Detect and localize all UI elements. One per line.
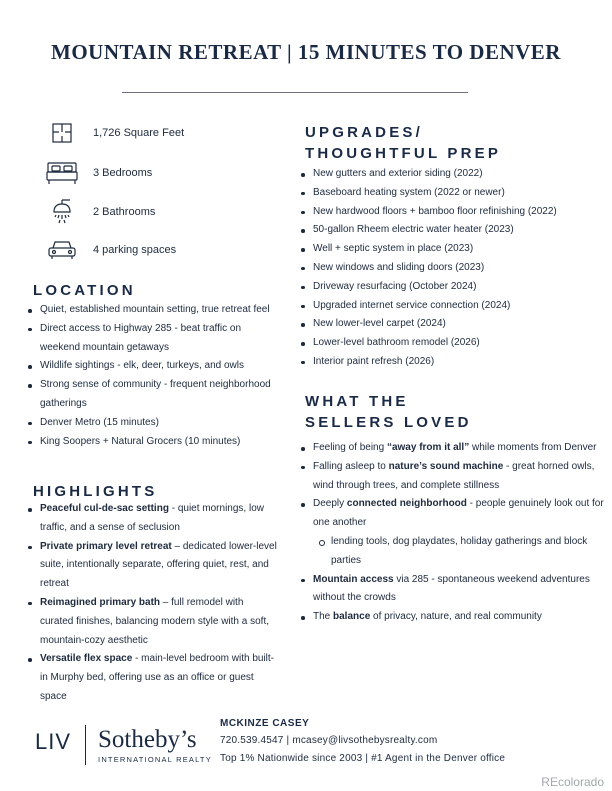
list-item [301,571,606,609]
upgrades-heading [305,122,501,164]
item-emphasis: “away from it all” [386,442,470,453]
sellers-heading-line1: WHAT THE [305,393,409,410]
upgrades-list [301,165,601,372]
highlight-title: Peaceful cul-de-sac setting [40,503,169,514]
sellers-list [301,439,606,627]
agent-tagline: Top 1% Nationwide since 2003 | #1 Agent in the Denver office [220,753,506,764]
list-item: Interior paint refresh (2026) [301,353,601,372]
list-item: New hardwood floors + bamboo floor refinishing (2022) [301,203,601,222]
upgrades-heading-line2: THOUGHTFUL PREP [305,145,502,162]
list-item [301,495,606,533]
highlight-title: Versatile flex space [40,653,133,665]
list-item: Baseboard heating system (2022 or newer) [301,184,601,203]
upgrades-heading-line1: UPGRADES/ [305,124,423,141]
spec-label: 2 Bathrooms [93,206,156,218]
list-item: King Soopers + Natural Grocers (10 minutes) [28,433,273,452]
spec-label: 1,726 Square Feet [93,127,185,139]
car-icon [40,235,84,265]
list-item: Quiet, established mountain setting, true retreat feel [28,301,273,320]
list-item: New windows and sliding doors (2023) [301,259,601,278]
list-item: Driveway resurfacing (October 2024) [301,278,601,297]
list-item: New gutters and exterior siding (2022) [301,165,601,184]
item-text: Feeling of being [313,442,387,453]
list-item [301,439,606,458]
list-item: Lower-level bathroom remodel (2026) [301,334,601,353]
brokerage-logo [35,720,212,770]
spec-bathrooms [40,197,156,227]
list-item [28,594,278,650]
highlight-text: – dedicated lower-level suite, intentionally separate, offering quiet, rest, and retreat [40,540,277,590]
list-item: Strong sense of community - frequent neighborhood gatherings [28,376,273,414]
item-emphasis: balance [333,611,371,623]
highlight-text: - main-level bedroom with built-in Murphy bed, offering use as an office or guest space [40,653,275,702]
list-item: Well + septic system in place (2023) [301,240,601,259]
item-text: The [313,611,334,623]
list-item [28,650,278,706]
spec-label: 4 parking spaces [93,244,177,256]
floorplan-icon [40,118,84,148]
agent-contact: 720.539.4547 | mcasey@livsothebysrealty.com [220,735,438,746]
spec-label: 3 Bedrooms [93,167,153,179]
item-emphasis: Mountain access [313,573,394,585]
location-heading: LOCATION [33,282,136,299]
list-item [28,538,278,594]
spec-bedrooms [40,158,153,188]
sub-list-item: lending tools, dog playdates, holiday gatherings and block parties [301,533,606,571]
item-emphasis: nature’s sound machine [388,460,504,472]
highlights-list [28,500,278,707]
agent-name: MCKINZE CASEY [220,718,310,729]
agent-info [220,716,505,768]
spec-parking [40,235,177,265]
highlights-heading: HIGHLIGHTS [33,483,158,500]
logo-sothebys-sub: INTERNATIONAL REALTY [98,754,212,764]
list-item [28,500,278,538]
sellers-heading [305,391,472,433]
list-item: New lower-level carpet (2024) [301,315,601,334]
list-item: Upgraded internet service connection (2024) [301,297,601,316]
logo-divider [85,725,86,765]
list-item: Wildlife sightings - elk, deer, turkeys, and owls [28,357,273,376]
logo-sothebys-name: Sotheby’s [98,725,197,753]
item-text: - people genuinely look out for one another [313,498,604,529]
highlight-text: – full remodel with curated finishes, balancing modern style with a soft, mountain-cozy aesthetic [40,596,270,646]
list-item: Direct access to Highway 285 - beat traffic on weekend mountain getaways [28,320,273,358]
spec-square-feet [40,118,185,148]
highlight-title: Private primary level retreat [40,540,172,552]
list-item: Denver Metro (15 minutes) [28,414,273,433]
logo-liv: LIV [35,729,72,754]
item-text: of privacy, nature, and real community [370,611,542,623]
list-item [301,608,606,627]
logo-sothebys [98,727,212,764]
page-title: MOUNTAIN RETREAT | 15 MINUTES TO DENVER [51,40,561,64]
watermark: REcolorado [541,775,604,789]
item-text: Falling asleep to [313,460,389,472]
highlight-title: Reimagined primary bath [40,596,161,608]
list-item: 50-gallon Rheem electric water heater (2023) [301,221,601,240]
bed-icon [40,158,84,188]
sellers-heading-line2: SELLERS LOVED [305,414,472,431]
item-text: while moments from Denver [469,442,597,453]
item-text: via 285 - spontaneous weekend adventures without the crowds [313,573,590,604]
location-list [28,301,273,451]
title-divider [122,92,468,93]
item-text: - great horned owls, wind through trees, and complete stillness [313,460,595,491]
shower-icon [40,197,84,227]
list-item [301,458,606,496]
highlight-text: - quiet mornings, low traffic, and a sense of seclusion [40,503,264,533]
item-text: Deeply [313,498,347,510]
item-emphasis: connected neighborhood [346,498,467,510]
